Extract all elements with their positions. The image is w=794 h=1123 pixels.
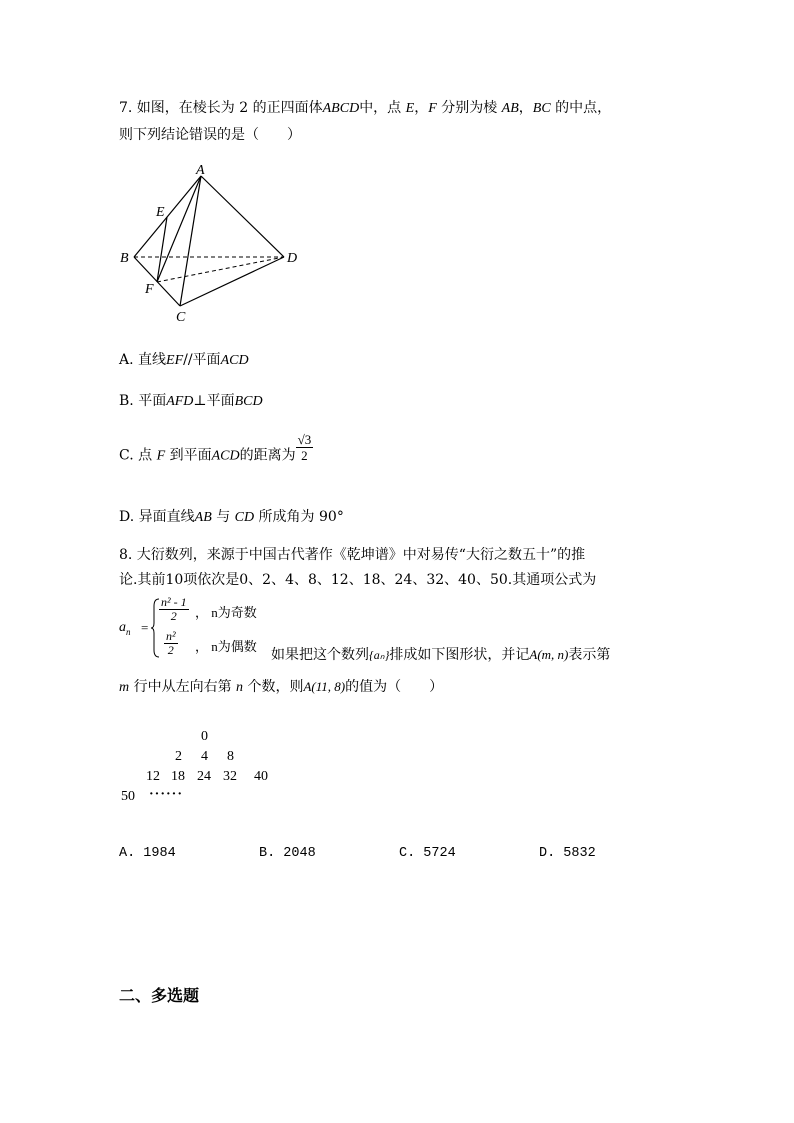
q7-option-c (119, 432, 313, 471)
q8-text: 排成如下图形状，并记 (389, 647, 530, 663)
q7-option-b (119, 391, 263, 412)
formula-a: a (119, 620, 126, 635)
option-text: 的距离为 (239, 447, 296, 464)
vertex-label-f: F (145, 282, 154, 297)
vertex-label-e: E (156, 205, 165, 220)
triangle-cell: 12 (146, 769, 160, 784)
q8-stem-line3 (271, 645, 610, 665)
q8-option-b: B. 2048 (259, 846, 316, 861)
q7-point-f: F (428, 101, 437, 116)
piecewise-formula (119, 596, 279, 660)
q7-edge-ab: AB (501, 101, 519, 116)
q8-var-m: m (119, 680, 130, 695)
option-text: C. 点 (119, 447, 157, 464)
q7-edge-bc: BC (532, 101, 551, 116)
option-math: ACD (220, 353, 249, 368)
case1-condition: ， n为奇数 (195, 605, 257, 620)
option-text: //平面 (183, 352, 221, 368)
triangle-cell: 2 (175, 749, 182, 764)
q7-point-e: E (405, 101, 415, 116)
triangle-cell: 18 (171, 769, 185, 784)
a-11-8-notation: A(11, 8) (303, 679, 346, 694)
q8-option-c: C. 5724 (399, 846, 456, 861)
tetrahedron-figure (110, 160, 310, 330)
q7-option-a (119, 350, 249, 371)
fraction-denominator: 2 (301, 448, 308, 463)
formula-equals: = (141, 620, 149, 635)
q8-text: 行中从左向右第 (129, 679, 237, 695)
q7-stem-line2: 则下列结论错误的是（ ） (119, 127, 301, 143)
triangle-cell: 24 (197, 769, 211, 784)
q8-text: 的值为（ ） (345, 679, 444, 695)
q7-text: 中，点 (359, 100, 406, 116)
option-text: ⊥平面 (193, 393, 235, 409)
q7-text: 7. 如图，在棱长为 2 的正四面体 (119, 100, 323, 116)
option-math: BCD (234, 394, 263, 409)
option-math: F (156, 448, 166, 464)
case2-denominator: 2 (167, 643, 174, 657)
case1-numerator: n² - 1 (161, 595, 187, 609)
case2-numerator: n² (166, 629, 176, 643)
option-math: AFD (166, 394, 194, 409)
triangle-cell: 32 (223, 769, 237, 784)
q7-stem-line1 (119, 98, 611, 119)
option-text: 所成角为 90° (254, 509, 344, 525)
vertex-label-b: B (120, 251, 129, 266)
case2-condition: ， n为偶数 (195, 639, 257, 654)
q8-stem-line4 (119, 677, 443, 698)
option-text: 到平面 (165, 447, 212, 464)
fraction-sqrt3-over-2 (296, 432, 314, 463)
triangle-cell: 8 (227, 749, 234, 764)
sequence-notation: {aₙ} (369, 648, 390, 662)
vertex-label-a: A (196, 163, 205, 178)
triangle-ellipsis: ······ (149, 787, 184, 802)
a-m-n-notation: A(m, n) (529, 647, 569, 662)
vertex-label-d: D (287, 251, 298, 266)
case1-fraction (159, 596, 189, 623)
triangle-cell: 40 (254, 769, 268, 784)
q7-text: 分别为棱 (436, 100, 502, 116)
option-math: ACD (211, 448, 240, 464)
q7-solid-name: ABCD (322, 101, 360, 116)
q8-var-n: n (236, 680, 244, 695)
case2-fraction (164, 630, 178, 657)
q8-option-a: A. 1984 (119, 846, 176, 861)
q8-stem-line2: 论.其前10项依次是0、2、4、8、12、18、24、32、40、50.其通项公式为 (119, 572, 597, 588)
option-math: EF (166, 353, 184, 368)
q8-text: 个数，则 (243, 679, 304, 695)
q7-text: ， (518, 100, 533, 116)
section-heading-multiple-choice: 二、多选题 (119, 986, 200, 1005)
q7-text: 的中点， (550, 100, 612, 116)
triangle-cell: 50 (121, 789, 135, 804)
option-text: B. 平面 (119, 393, 167, 409)
triangle-cell: 0 (201, 729, 208, 744)
q7-option-d (119, 507, 344, 528)
q8-option-d: D. 5832 (539, 846, 596, 861)
q7-text: ， (414, 100, 429, 116)
fraction-numerator: √3 (297, 432, 312, 447)
formula-lhs (119, 620, 131, 637)
option-math: AB (194, 510, 212, 525)
formula-sub-n: n (126, 626, 131, 637)
case1-denominator: 2 (170, 609, 177, 623)
vertex-label-c: C (176, 310, 186, 325)
triangle-cell: 4 (201, 749, 208, 764)
q8-stem-line1: 8. 大衍数列，来源于中国古代著作《乾坤谱》中对易传“大衍之数五十”的推 (119, 547, 586, 563)
q8-text: 表示第 (568, 647, 611, 663)
option-math: CD (234, 510, 255, 525)
option-text: 与 (211, 509, 235, 525)
option-text: A. 直线 (119, 352, 167, 368)
option-text: D. 异面直线 (119, 509, 195, 525)
q8-text: 如果把这个数列 (271, 647, 369, 663)
